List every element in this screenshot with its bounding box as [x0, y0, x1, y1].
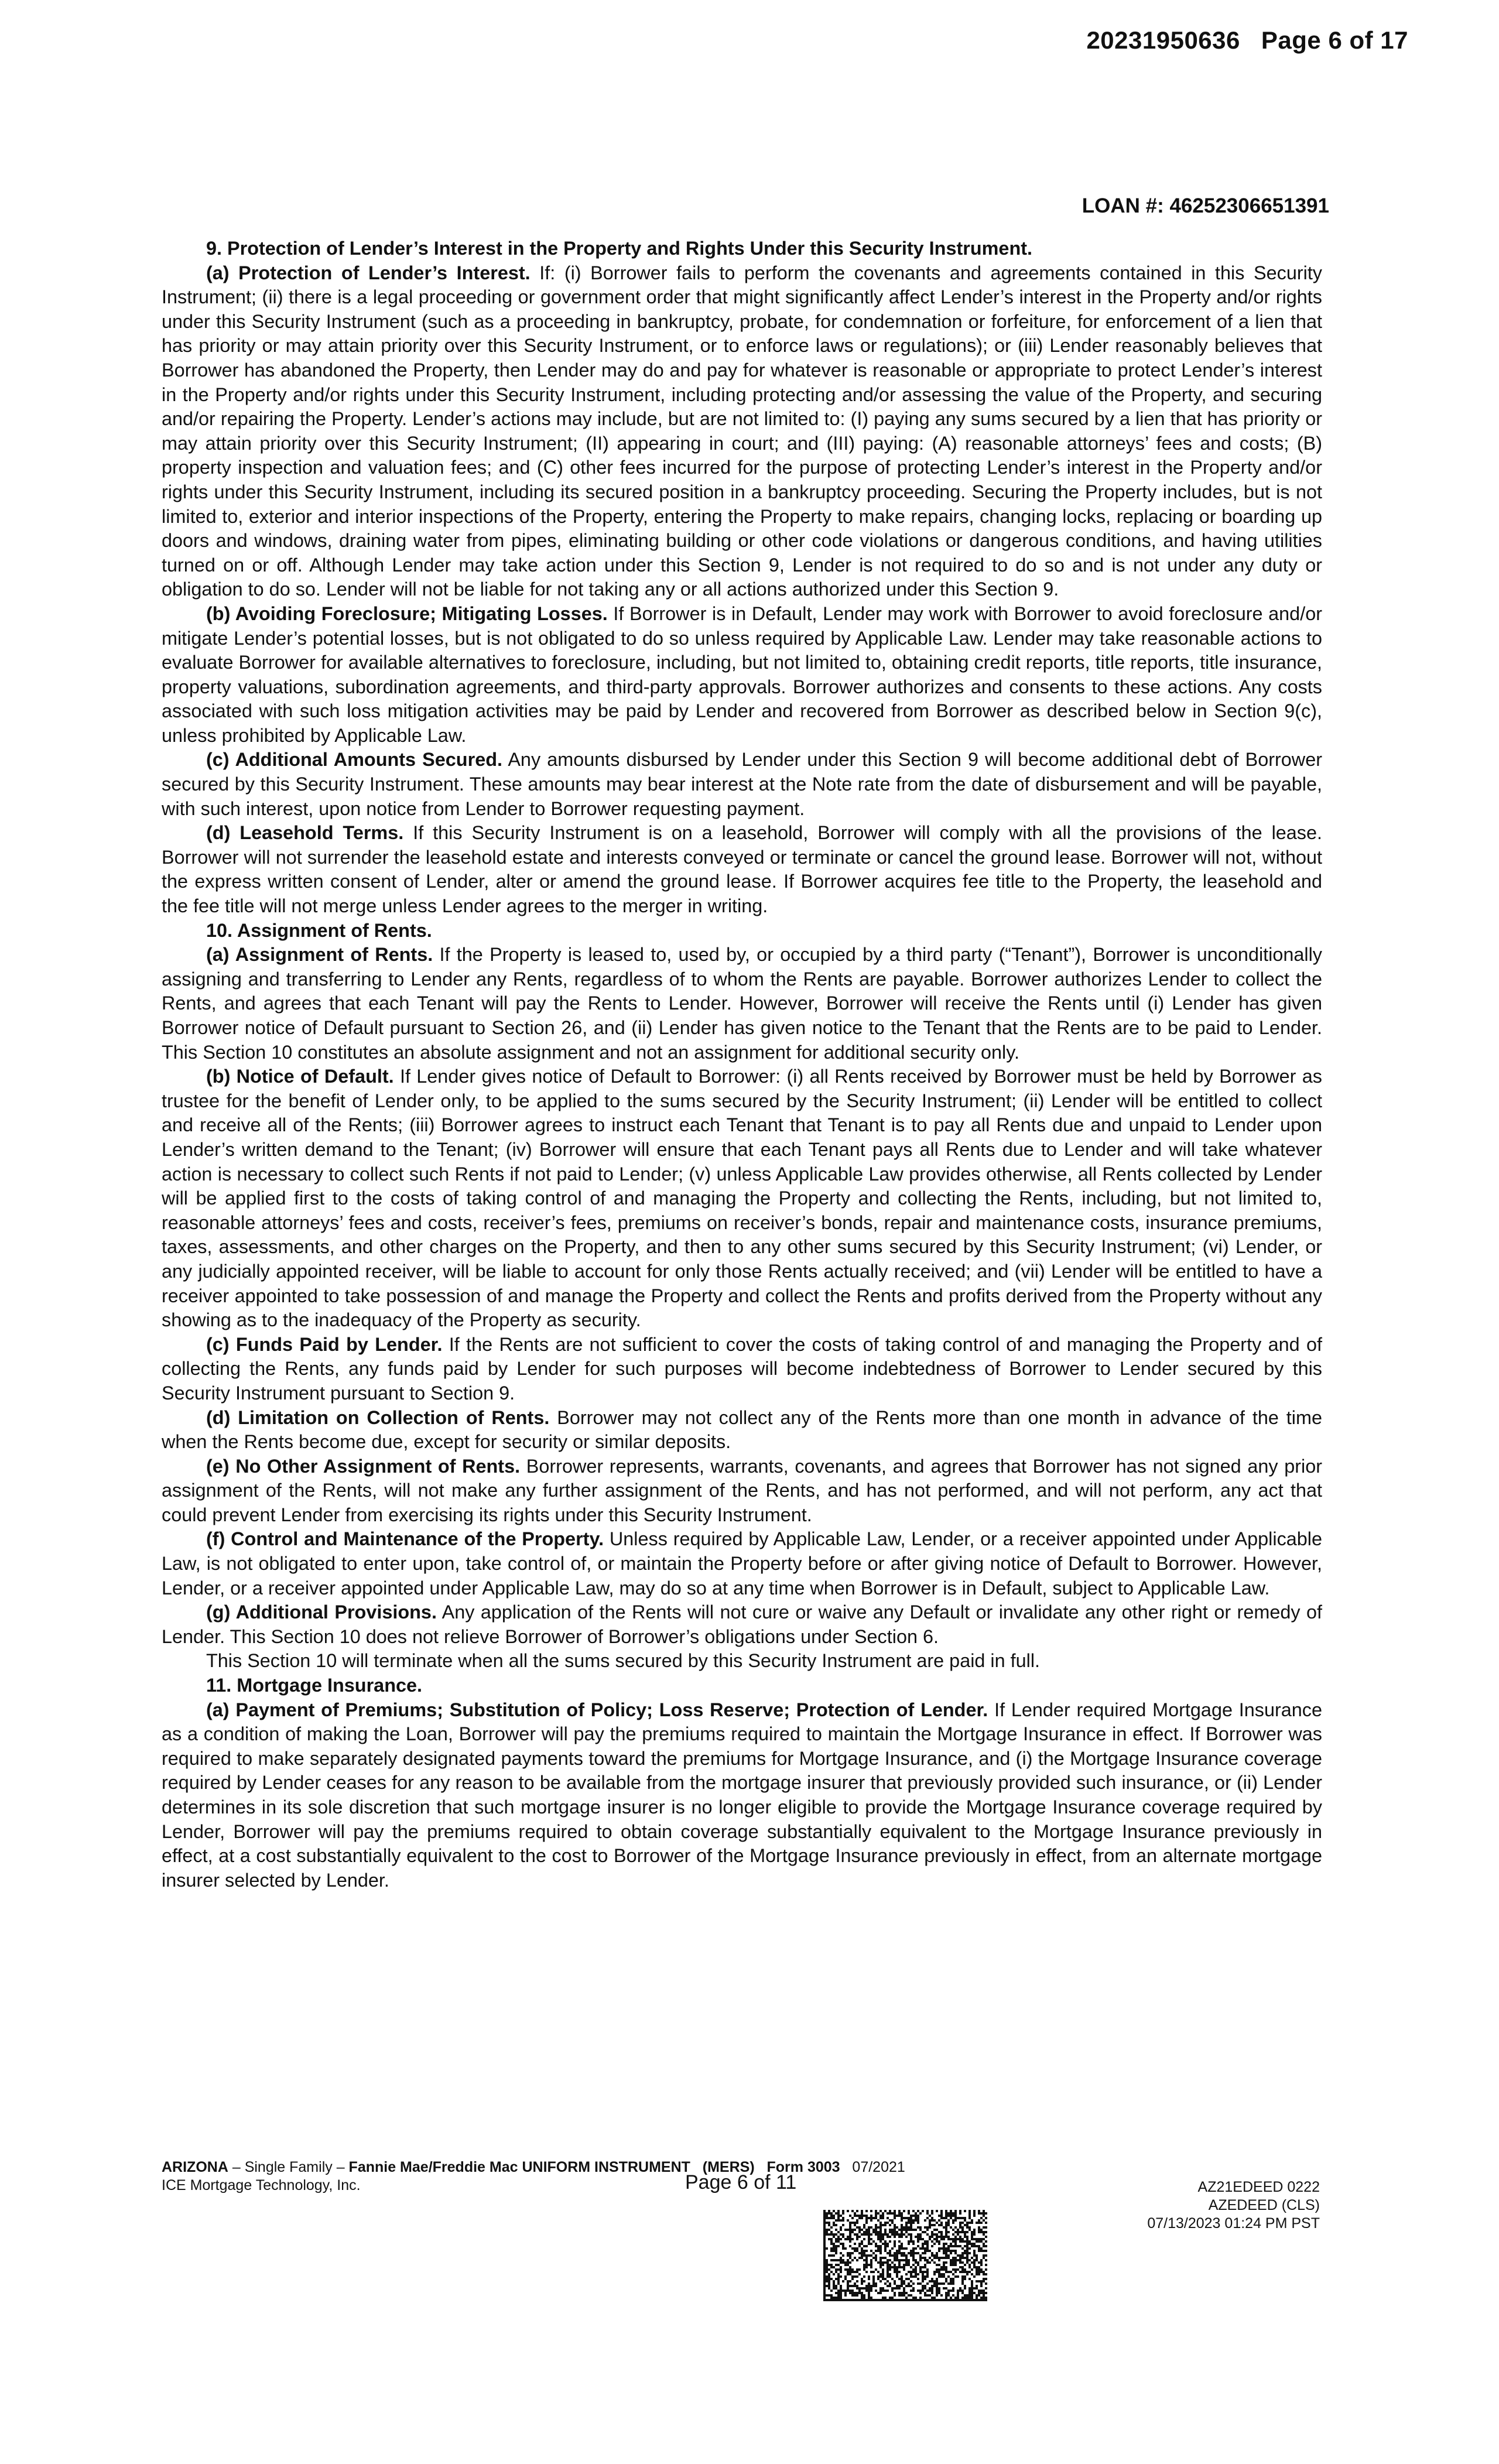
- barcode-icon: [823, 2210, 987, 2301]
- section-text: Borrower may not collect any of the Rents more than one month in advance of the time when the Rents become due, except for security or similar deposits.: [162, 1406, 1322, 1453]
- section-heading: (f) Control and Maintenance of the Property.: [206, 1528, 604, 1550]
- section-text: If the Rents are not sufficient to cover the costs of taking control of and managing the Property and of collecting the Rents, any funds paid by Lender for such purposes will become indebtedness of Borrower to Lender secured by this Security Instrument pursuant to Section 9.: [162, 1333, 1322, 1404]
- recording-page: Page 6 of 17: [1261, 26, 1408, 54]
- section-text: Any amounts disbursed by Lender under this Section 9 will become additional debt of Borrower secured by this Security Instrument. These amounts may bear interest at the Note rate from the date of disbursement and will be payable, with such interest, upon notice from Lender to Borrower requesting payment.: [162, 749, 1322, 819]
- form-date: 07/2021: [852, 2159, 905, 2175]
- section-text: If: (i) Borrower fails to perform the covenants and agreements contained in this Security Instrument; (ii) there is a legal proceeding or government order that might significantly affect Lender’s interest in the Property and/or rights under this Security Instrument (such as a proceeding in bankruptcy, probate, for condemnation or forfeiture, for enforcement of a lien that has priority or may attain priority over this Security Instrument, or to enforce laws or regulations); or (iii) Lender reasonably believes that Borrower has abandoned the Property, then Lender may do and pay for whatever is reasonable or appropriate to protect Lender’s interest in the Property and/or rights under this Security Instrument, including protecting and/or assessing the value of the Property, and securing and/or repairing the Property. Lender’s actions may include, but are not limited to: (I) paying any sums secured by a lien that has priority or may attain priority over this Security Instrument; (II) appearing in court; and (III) paying: (A) reasonable attorneys’ fees and costs; (B) property inspection and valuation fees; and (C) other fees incurred for the purpose of protecting Lender’s interest in the Property and/or rights under this Security Instrument, including its secured position in a bankruptcy proceeding. Securing the Property includes, but is not limited to, exterior and interior inspections of the Property, entering the Property to make repairs, changing locks, replacing or boarding up doors and windows, draining water from pipes, eliminating building or other code violations or dangerous conditions, and having utilities turned on or off. Although Lender may take action under this Section 9, Lender is not required to do so and is not under any duty or obligation to do so. Lender will not be liable for not taking any or all actions authorized under this Section 9.: [162, 262, 1323, 600]
- section-10f: [162, 1527, 1322, 1600]
- section-10d: [162, 1406, 1322, 1455]
- footer-page-number: Page 6 of 11: [685, 2171, 797, 2193]
- section-text: Borrower represents, warrants, covenants, and agrees that Borrower has not signed any prior assignment of the Rents, will not make any further assignment of the Rents, and has not performed, and will not perform, any act that could prevent Lender from exercising its rights under this Security Instrument.: [162, 1455, 1323, 1525]
- form-code-2: AZEDEED (CLS): [1208, 2197, 1320, 2213]
- section-10a: [162, 943, 1322, 1065]
- section-10b: [162, 1065, 1322, 1333]
- section-9c: [162, 748, 1322, 821]
- section-heading: (c) Additional Amounts Secured.: [206, 749, 502, 771]
- section-text: If Lender required Mortgage Insurance as a condition of making the Loan, Borrower will pay the premiums required to maintain the Mortgage Insurance in effect. If Borrower was required to make separately designated payments toward the premiums for Mortgage Insurance, and (i) the Mortgage Insurance coverage required by Lender ceases for any reason to be available from the mortgage insurer that previously provided such insurance, or (ii) Lender determines in its sole discretion that such mortgage insurer is no longer eligible to provide the Mortgage Insurance coverage required by Lender, Borrower will pay the premiums required to obtain coverage substantially equivalent to the Mortgage Insurance previously in effect, at a cost substantially equivalent to the cost to Borrower of the Mortgage Insurance previously in effect, from an alternate mortgage insurer selected by Lender.: [162, 1699, 1323, 1891]
- section-text: Unless required by Applicable Law, Lender, or a receiver appointed under Applicable Law, is not obligated to enter upon, take control of, or maintain the Property before or after giving notice of Default to Borrower. However, Lender, or a receiver appointed under Applicable Law, may do so at any time when Borrower is in Default, subject to Applicable Law.: [162, 1528, 1323, 1599]
- section-heading: (g) Additional Provisions.: [206, 1601, 437, 1623]
- section-9b: [162, 602, 1322, 748]
- section-text: If Borrower is in Default, Lender may work with Borrower to avoid foreclosure and/or mitigate Lender’s potential losses, but is not obligated to do so unless required by Applicable Law. Lender may take reasonable actions to evaluate Borrower for available alternatives to foreclosure, including, but not limited to, obtaining credit reports, title reports, title insurance, property valuations, subordination agreements, and third-party approvals. Borrower authorizes and consents to these actions. Any costs associated with such loss mitigation activities may be paid by Lender and recovered from Borrower as described below in Section 9(c), unless prohibited by Applicable Law.: [162, 603, 1322, 746]
- form-timestamp: 07/13/2023 01:24 PM PST: [1147, 2215, 1320, 2232]
- section-heading: (a) Payment of Premiums; Substitution of Policy; Loss Reserve; Protection of Lender.: [206, 1699, 988, 1720]
- section-text: If the Property is leased to, used by, or occupied by a third party (“Tenant”), Borrower is unconditionally assigning and transferring to Lender any Rents, regardless of to whom the Rents are payable. Borrower authorizes Lender to collect the Rents, and agrees that each Tenant will pay the Rents to Lender. However, Borrower will receive the Rents until (i) Lender has given Borrower notice of Default pursuant to Section 26, and (ii) Lender has given notice to the Tenant that the Rents are to be paid to Lender. This Section 10 constitutes an absolute assignment and not an assignment for additional security only.: [162, 944, 1322, 1063]
- form-vendor: ICE Mortgage Technology, Inc.: [162, 2177, 361, 2193]
- section-9-title: 9. Protection of Lender’s Interest in the Property and Rights Under this Security Instrument.: [206, 238, 1033, 259]
- section-text: If this Security Instrument is on a leasehold, Borrower will comply with all the provisions of the lease. Borrower will not surrender the leasehold estate and interests conveyed or terminate or cancel the ground lease. Borrower will not, without the express written consent of Lender, alter or amend the ground lease. If Borrower acquires fee title to the Property, the leasehold and the fee title will not merge unless Lender agrees to the merger in writing.: [162, 822, 1323, 917]
- section-9a: [162, 261, 1322, 602]
- section-text: If Lender gives notice of Default to Borrower: (i) all Rents received by Borrower must be held by Borrower as trustee for the benefit of Lender only, to be applied to the sums secured by the Security Instrument; (ii) Lender will be entitled to collect and receive all of the Rents; (iii) Borrower agrees to instruct each Tenant that Tenant is to pay all Rents due and unpaid to Lender upon Lender’s written demand to the Tenant; (iv) Borrower will ensure that each Tenant pays all Rents due to Lender and will take whatever action is necessary to collect such Rents if not paid to Lender; (v) unless Applicable Law provides otherwise, all Rents collected by Lender will be applied first to the costs of taking control of and managing the Property and collecting the Rents, including, but not limited to, reasonable attorneys’ fees and costs, receiver’s fees, premiums on receiver’s bonds, repair and maintenance costs, insurance premiums, taxes, assessments, and other charges on the Property, and then to any other sums secured by this Security Instrument; (vi) Lender, or any judicially appointed receiver, will be liable to account for only those Rents actually received; and (vii) Lender will be entitled to have a receiver appointed to take possession of and manage the Property and collect the Rents and profits derived from the Property without any showing as to the inadequacy of the Property as security.: [162, 1066, 1322, 1331]
- section-text: Any application of the Rents will not cure or waive any Default or invalidate any other right or remedy of Lender. This Section 10 does not relieve Borrower of Borrower’s obligations under Section 6.: [162, 1601, 1322, 1647]
- form-code-1: AZ21EDEED 0222: [1197, 2179, 1320, 2195]
- section-10-end: This Section 10 will terminate when all the sums secured by this Security Instrument are paid in full.: [206, 1650, 1041, 1672]
- section-heading: (d) Limitation on Collection of Rents.: [206, 1406, 550, 1428]
- loan-number: LOAN #: 46252306651391: [1082, 194, 1329, 217]
- section-11a: [162, 1698, 1322, 1893]
- section-heading: (a) Assignment of Rents.: [206, 944, 433, 966]
- section-10e: [162, 1455, 1322, 1528]
- form-number: Form 3003: [766, 2159, 840, 2175]
- section-heading: (c) Funds Paid by Lender.: [206, 1333, 443, 1355]
- recording-header: [1086, 26, 1408, 54]
- form-codes: [1147, 2178, 1320, 2233]
- section-heading: (b) Avoiding Foreclosure; Mitigating Losses.: [206, 603, 608, 624]
- section-10c: [162, 1333, 1322, 1406]
- section-9d: [162, 821, 1322, 918]
- form-mers: (MERS): [702, 2159, 755, 2175]
- section-heading: (a) Protection of Lender’s Interest.: [206, 262, 531, 283]
- section-10g: [162, 1600, 1322, 1649]
- form-name: Fannie Mae/Freddie Mac UNIFORM INSTRUMENT: [348, 2159, 690, 2175]
- section-heading: (d) Leasehold Terms.: [206, 822, 404, 844]
- section-11-title: 11. Mortgage Insurance.: [206, 1675, 423, 1696]
- document-body: [162, 237, 1322, 1893]
- section-10-title: 10. Assignment of Rents.: [206, 919, 432, 941]
- section-heading: (b) Notice of Default.: [206, 1066, 394, 1087]
- recording-number: 20231950636: [1086, 26, 1240, 54]
- form-description: – Single Family –: [232, 2159, 345, 2175]
- section-heading: (e) No Other Assignment of Rents.: [206, 1455, 521, 1477]
- form-state: ARIZONA: [162, 2159, 228, 2175]
